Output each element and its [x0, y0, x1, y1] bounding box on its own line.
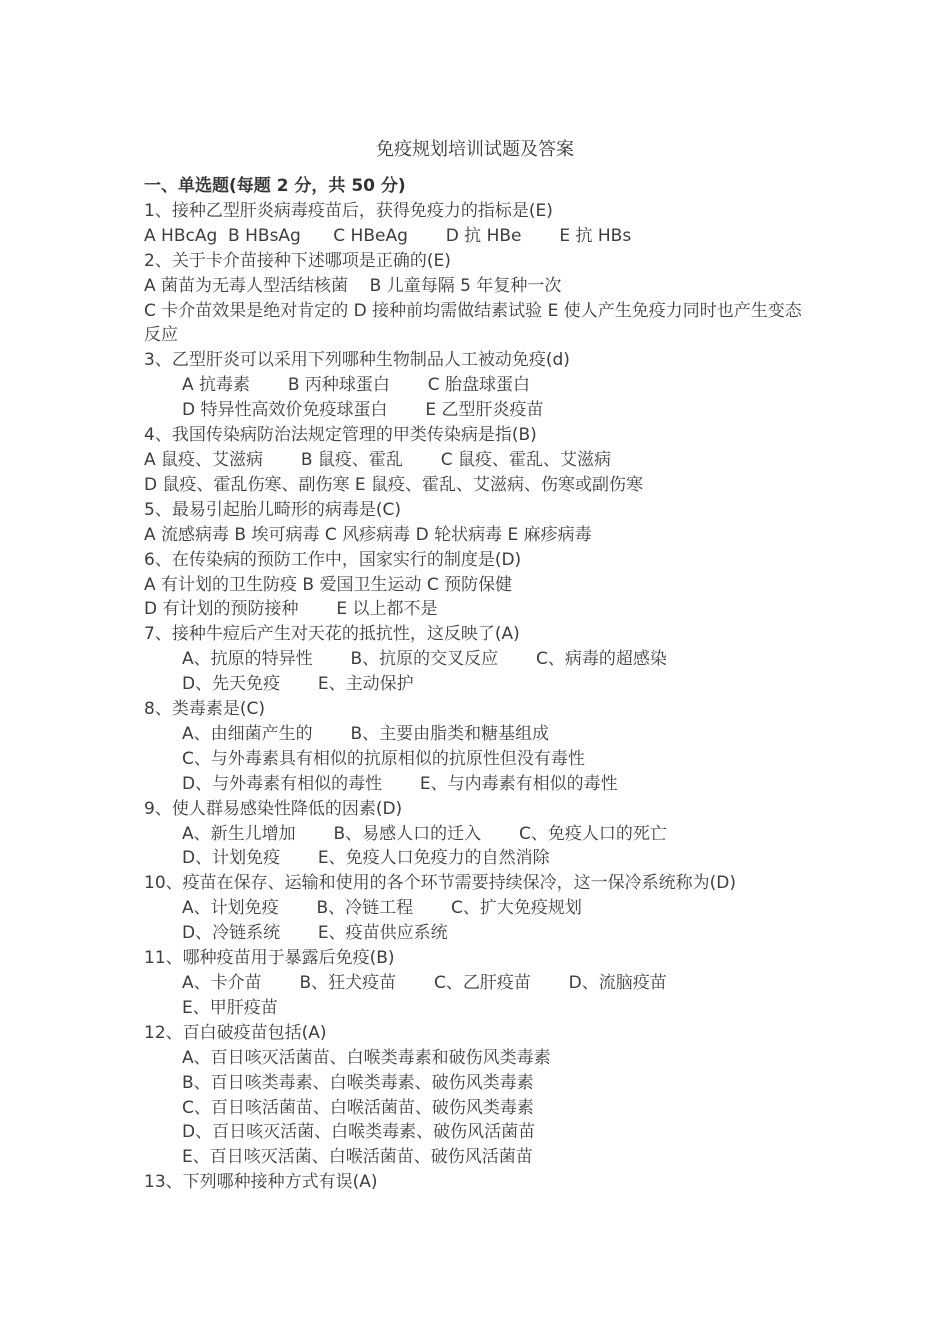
- text-line: D、计划免疫 E、免疫人口免疫力的自然消除: [182, 848, 550, 869]
- text-line: E、甲肝疫苗: [182, 997, 278, 1018]
- text-line: B、百日咳类毒素、白喉类毒素、破伤风类毒素: [182, 1072, 534, 1093]
- text-line: D 有计划的预防接种 E 以上都不是: [144, 599, 438, 620]
- text-line: 13、下列哪种接种方式有误(A): [144, 1172, 378, 1193]
- question-list: [144, 199, 809, 1195]
- text-line: 12、百白破疫苗包括(A): [144, 1022, 327, 1043]
- text-line: A HBcAg B HBsAg C HBeAg D 抗 HBe E 抗 HBs: [144, 225, 632, 246]
- text-line: A、百日咳灭活菌苗、白喉类毒素和破伤风类毒素: [182, 1047, 551, 1068]
- section-heading: 一、单选题(每题 2 分，共 50 分): [144, 176, 406, 196]
- text-line: 5、最易引起胎儿畸形的病毒是(C): [144, 499, 401, 520]
- text-line: A、计划免疫 B、冷链工程 C、扩大免疫规划: [182, 898, 582, 919]
- text-line: D、百日咳灭活菌、白喉类毒素、破伤风活菌苗: [182, 1122, 536, 1143]
- text-line: 1、接种乙型肝炎病毒疫苗后，获得免疫力的指标是(E): [144, 200, 553, 221]
- text-line: A 菌苗为无毒人型活结核菌 B 儿童每隔 5 年复种一次: [144, 275, 562, 296]
- text-line: D 鼠疫、霍乱伤寒、副伤寒 E 鼠疫、霍乱、艾滋病、伤寒或副伤寒: [144, 474, 644, 495]
- text-line: 7、接种牛痘后产生对天花的抵抗性，这反映了(A): [144, 624, 520, 645]
- text-line: A 抗毒素 B 丙种球蛋白 C 胎盘球蛋白: [182, 375, 531, 396]
- text-line: A 有计划的卫生防疫 B 爱国卫生运动 C 预防保健: [144, 574, 513, 595]
- text-line: D、冷链系统 E、疫苗供应系统: [182, 923, 448, 944]
- text-line: D、与外毒素有相似的毒性 E、与内毒素有相似的毒性: [182, 773, 618, 794]
- text-line: 9、使人群易感染性降低的因素(D): [144, 798, 403, 819]
- text-line: 10、疫苗在保存、运输和使用的各个环节需要持续保冷，这一保冷系统称为(D): [144, 873, 736, 894]
- text-line: E、百日咳灭活菌、白喉活菌苗、破伤风活菌苗: [182, 1147, 533, 1168]
- text-line: C 卡介苗效果是绝对肯定的 D 接种前均需做结素试验 E 使人产生免疫力同时也产生变态反应: [144, 300, 802, 346]
- text-line: A、由细菌产生的 B、主要由脂类和糖基组成: [182, 723, 550, 744]
- text-line: 3、乙型肝炎可以采用下列哪种生物制品人工被动免疫(d): [144, 350, 570, 371]
- text-line: 11、哪种疫苗用于暴露后免疫(B): [144, 948, 395, 969]
- text-line: 2、关于卡介苗接种下述哪项是正确的(E): [144, 250, 451, 271]
- text-line: 4、我国传染病防治法规定管理的甲类传染病是指(B): [144, 425, 537, 446]
- text-line: C、与外毒素具有相似的抗原相似的抗原性但没有毒性: [182, 748, 585, 769]
- text-line: A 鼠疫、艾滋病 B 鼠疫、霍乱 C 鼠疫、霍乱、艾滋病: [144, 449, 612, 470]
- text-line: 6、在传染病的预防工作中，国家实行的制度是(D): [144, 549, 522, 570]
- document-body: [144, 174, 809, 1195]
- text-line: 8、类毒素是(C): [144, 699, 265, 720]
- document-title: 免疫规划培训试题及答案: [376, 139, 574, 160]
- text-line: A、卡介苗 B、狂犬疫苗 C、乙肝疫苗 D、流脑疫苗: [182, 973, 667, 993]
- text-line: D、先天免疫 E、主动保护: [182, 674, 414, 695]
- text-line: A、新生儿增加 B、易感人口的迁入 C、免疫人口的死亡: [182, 823, 667, 844]
- text-line: A 流感病毒 B 埃可病毒 C 风疹病毒 D 轮状病毒 E 麻疹病毒: [144, 524, 592, 545]
- text-line: C、百日咳活菌苗、白喉活菌苗、破伤风类毒素: [182, 1097, 534, 1118]
- text-line: D 特异性高效价免疫球蛋白 E 乙型肝炎疫苗: [182, 400, 544, 421]
- text-line: A、抗原的特异性 B、抗原的交叉反应 C、病毒的超感染: [182, 649, 667, 670]
